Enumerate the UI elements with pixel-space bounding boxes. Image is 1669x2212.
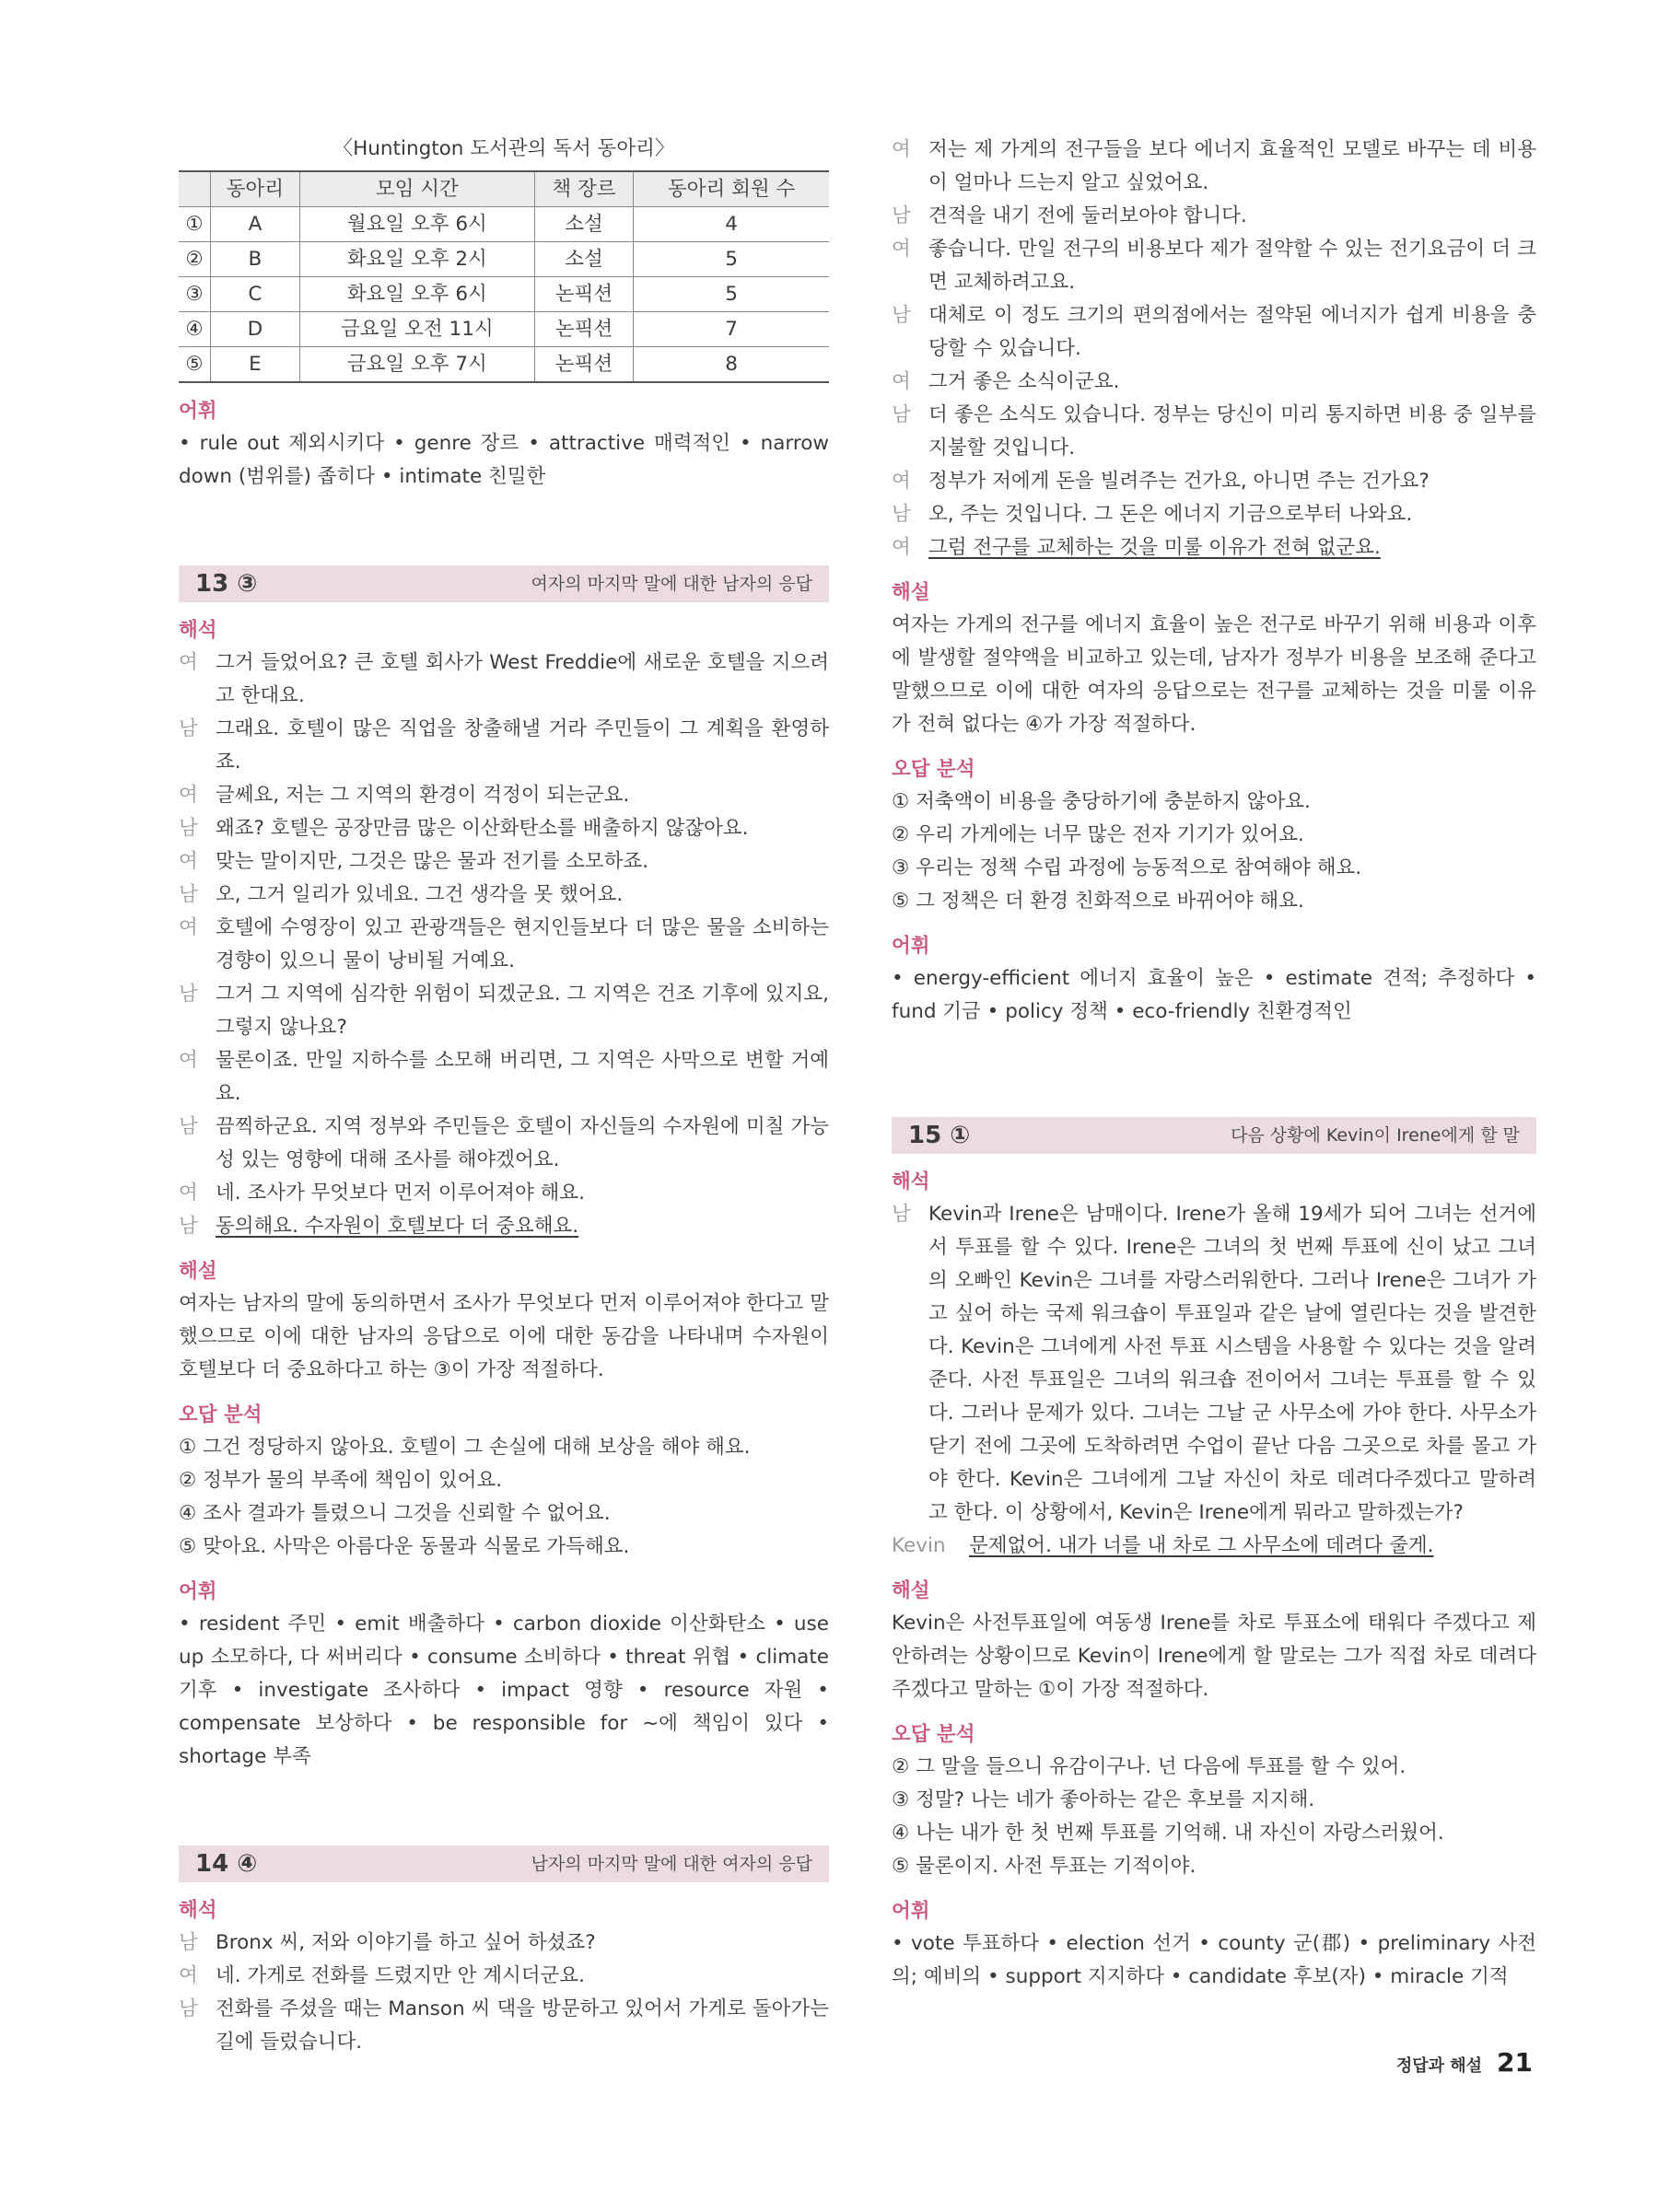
dialogue-text-wrap xyxy=(928,299,1536,366)
vocab-label: 어휘 xyxy=(892,935,930,958)
speaker: 남 xyxy=(179,983,198,1006)
dialogue-text-wrap xyxy=(216,1927,829,1960)
table-row xyxy=(179,242,829,277)
dialogue-line xyxy=(179,812,829,845)
dialogue-text-wrap xyxy=(216,845,829,879)
dialogue-line xyxy=(179,879,829,912)
speaker: 남 xyxy=(892,503,911,526)
wrong-answer-item: ① 저축액이 비용을 충당하기에 충분하지 않아요. xyxy=(892,790,1311,813)
table-cell: 금요일 오전 11시 xyxy=(299,312,534,347)
dialogue-text: 그래요. 호텔이 많은 직업을 창출해낼 거라 주민들이 그 계획을 환영하죠. xyxy=(216,717,829,774)
dialogue-text: 호텔에 수영장이 있고 관광객들은 현지인들보다 더 많은 물을 소비하는 경향이 있으니 물이 낭비될 거예요. xyxy=(216,916,829,972)
translation-label: 해석 xyxy=(892,1170,930,1193)
wrong-answer-item: ③ 정말? 나는 네가 좋아하는 같은 후보를 지지해. xyxy=(892,1788,1315,1811)
wrong-answer-item: ⑤ 물론이지. 사전 투표는 기적이야. xyxy=(892,1855,1196,1878)
wrong-answers-list xyxy=(892,1751,1536,1883)
dialogue xyxy=(179,1927,829,2059)
translation-label: 해석 xyxy=(179,619,217,642)
speaker: 여 xyxy=(179,784,198,807)
explanation-text: Kevin은 사전투표일에 여동생 Irene를 차로 투표소에 태워다 주겠다고 제안하려는 상황이므로 Kevin이 Irene에게 할 말로는 그가 직접 차로 데려다주겠다고 말하는 ①이 가장 적절하다. xyxy=(892,1612,1536,1701)
vocab-text: • vote 투표하다 • election 선거 • county 군(郡) • preliminary 사전의; 예비의 • support 지지하다 • candidate 후보(자) • miracle 기적 xyxy=(892,1932,1536,1988)
explanation-label: 해설 xyxy=(892,581,930,604)
answer-line xyxy=(892,1530,1536,1563)
table-header-cell: 동아리 xyxy=(211,171,300,207)
vocab-text: • resident 주민 • emit 배출하다 • carbon dioxide 이산화탄소 • use up 소모하다, 다 써버리다 • consume 소비하다 • threat 위협 • climate 기후 • investigate 조사하다 • impact 영향 • resource 자원 • compensate 보상하다 • be responsible for ~에 책임이 있다 • shortage 부족 xyxy=(179,1612,829,1768)
table-cell: A xyxy=(211,207,300,242)
speaker: 남 xyxy=(892,204,911,227)
dialogue-line xyxy=(179,912,829,978)
wrong-answer-item: ④ 조사 결과가 틀렸으니 그것을 신뢰할 수 없어요. xyxy=(179,1502,611,1525)
dialogue-text-wrap xyxy=(928,134,1536,200)
dialogue-line xyxy=(179,713,829,779)
speaker: 남 xyxy=(179,817,198,840)
dialogue-line xyxy=(179,1111,829,1177)
wrong-answers-label: 오답 분석 xyxy=(179,1403,263,1426)
table-cell: 논픽션 xyxy=(534,312,633,347)
table-cell: C xyxy=(211,277,300,312)
table-cell: 5 xyxy=(634,277,829,312)
dialogue-text: 맞는 말이지만, 그것은 많은 물과 전기를 소모하죠. xyxy=(216,850,649,873)
explanation-text: 여자는 가게의 전구를 에너지 효율이 높은 전구로 바꾸기 위해 비용과 이후에 발생할 절약액을 비교하고 있는데, 남자가 정부가 비용을 보조해 준다고 말했으므로 이에 대한 여자의 응답으로는 전구를 교체하는 것을 미룰 이유가 전혀 없다는 ④가 가장 적절하다. xyxy=(892,613,1536,736)
dialogue-text: 네. 가게로 전화를 드렸지만 안 계시더군요. xyxy=(216,1964,585,1987)
speaker: 남 xyxy=(892,1203,911,1226)
table-row xyxy=(179,277,829,312)
translation-label: 해석 xyxy=(179,1899,217,1922)
dialogue-line xyxy=(179,1993,829,2059)
dialogue-line xyxy=(179,978,829,1044)
speaker: Kevin xyxy=(892,1534,946,1557)
speaker: 남 xyxy=(179,883,198,906)
dialogue-text: 물론이죠. 만일 지하수를 소모해 버리면, 그 지역은 사막으로 변할 거예요. xyxy=(216,1049,829,1105)
dialogue-text-wrap xyxy=(928,233,1536,299)
footer-label: 정답과 해설 xyxy=(1395,2056,1483,2076)
dialogue xyxy=(179,646,829,1243)
speaker: 여 xyxy=(892,470,911,493)
speaker: 여 xyxy=(892,238,911,261)
dialogue-text: 왜죠? 호텔은 공장만큼 많은 이산화탄소를 배출하지 않잖아요. xyxy=(216,817,749,840)
speaker: 남 xyxy=(179,1215,198,1238)
dialogue-text: 그거 좋은 소식이군요. xyxy=(928,370,1120,393)
speaker: 여 xyxy=(892,370,911,393)
table-cell: 소설 xyxy=(534,207,633,242)
table-cell: B xyxy=(211,242,300,277)
table-cell: 월요일 오후 6시 xyxy=(299,207,534,242)
table-row xyxy=(179,207,829,242)
table-cell: 화요일 오후 6시 xyxy=(299,277,534,312)
table-cell: 논픽션 xyxy=(534,277,633,312)
table-cell: ② xyxy=(179,242,211,277)
dialogue-line xyxy=(892,134,1536,200)
question-number: 15 ① xyxy=(908,1122,971,1149)
table-cell: 5 xyxy=(634,242,829,277)
dialogue-line xyxy=(179,1044,829,1111)
dialogue-text: 대체로 이 정도 크기의 편의점에서는 절약된 에너지가 쉽게 비용을 충당할 수 있습니다. xyxy=(928,304,1536,360)
dialogue-line xyxy=(179,1927,829,1960)
table-cell: 4 xyxy=(634,207,829,242)
question-tag: 다음 상황에 Kevin이 Irene에게 할 말 xyxy=(1231,1125,1520,1146)
speaker: 남 xyxy=(179,1115,198,1138)
table-header-cell: 동아리 회원 수 xyxy=(634,171,829,207)
table-cell: ① xyxy=(179,207,211,242)
dialogue-text: 오, 그거 일리가 있네요. 그건 생각을 못 했어요. xyxy=(216,883,624,906)
dialogue-text-wrap xyxy=(216,1111,829,1177)
dialogue-line xyxy=(892,200,1536,233)
dialogue-text: 끔찍하군요. 지역 정부와 주민들은 호텔이 자신들의 수자원에 미칠 가능성 있는 영향에 대해 조사를 해야겠어요. xyxy=(216,1115,829,1171)
dialogue-text-wrap xyxy=(928,399,1536,465)
dialogue-text-wrap xyxy=(928,366,1536,399)
dialogue-line xyxy=(892,233,1536,299)
table-cell: 8 xyxy=(634,347,829,383)
table-cell: 소설 xyxy=(534,242,633,277)
speaker: 여 xyxy=(179,651,198,674)
left-column xyxy=(179,134,829,2059)
dialogue-text: 동의해요. 수자원이 호텔보다 더 중요해요. xyxy=(216,1215,579,1238)
dialogue-line xyxy=(179,646,829,713)
table-cell: D xyxy=(211,312,300,347)
wrong-answers-label: 오답 분석 xyxy=(892,1723,975,1746)
table-cell: 7 xyxy=(634,312,829,347)
table-header-cell: 모임 시간 xyxy=(299,171,534,207)
explanation-label: 해설 xyxy=(179,1260,217,1283)
dialogue-text: 그거 들었어요? 큰 호텔 회사가 West Freddie에 새로운 호텔을 지으려고 한대요. xyxy=(216,651,829,707)
speaker: 남 xyxy=(179,1997,198,2020)
dialogue-text: Bronx 씨, 저와 이야기를 하고 싶어 하셨죠? xyxy=(216,1931,596,1954)
vocab-text: • energy-efficient 에너지 효율이 높은 • estimate 견적; 추정하다 • fund 기금 • policy 정책 • eco-friendly 친환경적인 xyxy=(892,967,1536,1023)
dialogue-text: 오, 주는 것입니다. 그 돈은 에너지 기금으로부터 나와요. xyxy=(928,503,1413,526)
speaker: 남 xyxy=(179,1931,198,1954)
wrong-answer-item: ⑤ 맞아요. 사막은 아름다운 동물과 식물로 가득해요. xyxy=(179,1535,630,1558)
speaker: 여 xyxy=(179,1049,198,1072)
dialogue-text-wrap xyxy=(216,1044,829,1111)
table-row xyxy=(179,347,829,383)
narration-text: Kevin과 Irene은 남매이다. Irene가 올해 19세가 되어 그녀는 선거에서 투표를 할 수 있다. Irene은 그녀의 첫 번째 투표에 신이 났고 그녀의 오빠인 Kevin은 그녀를 자랑스러워한다. 그러나 Irene은 그녀가 가고 싶어 하는 국제 워크숍이 투표일과 같은 날에 열린다는 것을 발견한다. Kevin은 그녀에게 사전 투표 시스템을 사용할 수 있다는 것을 알려 준다. 사전 투표일은 그녀의 워크숍 전이어서 그녀는 투표를 할 수 있다. 그러나 문제가 있다. 그녀는 그날 군 사무소에 가야 한다. 사무소가 닫기 전에 그곳에 도착하려면 수업이 끝난 다음 그곳으로 차를 몰고 가야 한다. Kevin은 그녀에게 그날 자신이 차로 데려다주겠다고 말하려고 한다. 이 상황에서, Kevin은 Irene에게 뭐라고 말하겠는가? xyxy=(928,1203,1536,1524)
table-cell: ④ xyxy=(179,312,211,347)
question-number: 13 ③ xyxy=(195,570,258,598)
question-number: 14 ④ xyxy=(195,1850,258,1878)
speaker: 여 xyxy=(892,138,911,161)
page-number: 21 xyxy=(1497,2047,1533,2078)
question-tag: 남자의 마지막 말에 대한 여자의 응답 xyxy=(531,1854,812,1874)
dialogue-text-wrap xyxy=(216,879,829,912)
dialogue-line xyxy=(892,465,1536,498)
dialogue-text-wrap xyxy=(216,1960,829,1993)
dialogue-text: 그럼 전구를 교체하는 것을 미룰 이유가 전혀 없군요. xyxy=(928,536,1381,559)
dialogue-text: 네. 조사가 무엇보다 먼저 이루어져야 해요. xyxy=(216,1182,585,1205)
dialogue-line xyxy=(892,531,1536,565)
question-13-header xyxy=(179,565,829,602)
dialogue-text-wrap xyxy=(216,1993,829,2059)
wrong-answers-list xyxy=(892,786,1536,918)
speaker: 여 xyxy=(179,916,198,939)
vocab-label: 어휘 xyxy=(179,400,217,423)
wrong-answer-item: ③ 우리는 정책 수립 과정에 능동적으로 참여해야 해요. xyxy=(892,856,1362,879)
explanation-label: 해설 xyxy=(892,1579,930,1602)
dialogue-text: 정부가 저에게 돈을 빌려주는 건가요, 아니면 주는 건가요? xyxy=(928,470,1430,493)
speaker: 여 xyxy=(892,536,911,559)
dialogue-text-wrap xyxy=(216,1210,829,1243)
table-cell: ③ xyxy=(179,277,211,312)
wrong-answer-item: ② 우리 가게에는 너무 많은 전자 기기가 있어요. xyxy=(892,823,1304,846)
table-title: 〈Huntington 도서관의 독서 동아리〉 xyxy=(333,137,675,160)
dialogue-text: 견적을 내기 전에 둘러보아야 합니다. xyxy=(928,204,1247,227)
wrong-answer-item: ② 정부가 물의 부족에 책임이 있어요. xyxy=(179,1469,503,1492)
dialogue-line xyxy=(179,845,829,879)
vocab-label: 어휘 xyxy=(892,1900,930,1923)
answer-text: 문제없어. 내가 너를 내 차로 그 사무소에 데려다 줄게. xyxy=(969,1534,1434,1557)
dialogue-line xyxy=(179,1177,829,1210)
table-cell: E xyxy=(211,347,300,383)
dialogue-text: 그거 그 지역에 심각한 위험이 되겠군요. 그 지역은 건조 기후에 있지요, 그렇지 않나요? xyxy=(216,983,829,1039)
dialogue xyxy=(892,134,1536,565)
narration xyxy=(892,1198,1536,1530)
question-tag: 여자의 마지막 말에 대한 남자의 응답 xyxy=(531,574,812,594)
table-cell: 화요일 오후 2시 xyxy=(299,242,534,277)
dialogue-text: 전화를 주셨을 때는 Manson 씨 댁을 방문하고 있어서 가게로 돌아가는 길에 들렀습니다. xyxy=(216,1997,829,2054)
dialogue-text: 더 좋은 소식도 있습니다. 정부는 당신이 미리 통지하면 비용 중 일부를 지불할 것입니다. xyxy=(928,403,1536,460)
dialogue-line xyxy=(892,299,1536,366)
dialogue-text: 저는 제 가게의 전구들을 보다 에너지 효율적인 모델로 바꾸는 데 비용이 얼마나 드는지 알고 싶었어요. xyxy=(928,138,1536,194)
dialogue-text-wrap xyxy=(928,465,1536,498)
dialogue-text-wrap xyxy=(216,646,829,713)
speaker: 남 xyxy=(892,403,911,426)
wrong-answers-label: 오답 분석 xyxy=(892,758,975,781)
speaker: 여 xyxy=(179,1182,198,1205)
dialogue-text: 좋습니다. 만일 전구의 비용보다 제가 절약할 수 있는 전기요금이 더 크면 교체하려고요. xyxy=(928,238,1536,294)
dialogue-text-wrap xyxy=(216,978,829,1044)
dialogue-text-wrap xyxy=(216,812,829,845)
dialogue-text-wrap xyxy=(216,779,829,812)
speaker: 여 xyxy=(179,850,198,873)
wrong-answer-item: ② 그 말을 들으니 유감이구나. 넌 다음에 투표를 할 수 있어. xyxy=(892,1755,1406,1778)
wrong-answer-item: ④ 나는 내가 한 첫 번째 투표를 기억해. 내 자신이 자랑스러웠어. xyxy=(892,1822,1444,1845)
explanation-text: 여자는 남자의 말에 동의하면서 조사가 무엇보다 먼저 이루어져야 한다고 말했으므로 이에 대한 남자의 응답으로 이에 대한 동감을 나타내며 수자원이 호텔보다 더 중요하다고 하는 ③이 가장 적절하다. xyxy=(179,1292,829,1381)
club-table xyxy=(179,170,829,383)
question-15-header xyxy=(892,1117,1536,1154)
dialogue-line xyxy=(179,1960,829,1993)
table-row xyxy=(179,312,829,347)
wrong-answers-list xyxy=(179,1431,829,1564)
dialogue-line xyxy=(892,399,1536,465)
wrong-answer-item: ⑤ 그 정책은 더 환경 친화적으로 바뀌어야 해요. xyxy=(892,890,1304,913)
dialogue-text-wrap xyxy=(928,498,1536,531)
vocab-label: 어휘 xyxy=(179,1580,217,1603)
table-cell: 논픽션 xyxy=(534,347,633,383)
page-footer xyxy=(1396,2046,1533,2083)
table-cell: ⑤ xyxy=(179,347,211,383)
speaker: 남 xyxy=(179,717,198,740)
wrong-answer-item: ① 그건 정당하지 않아요. 호텔이 그 손실에 대해 보상을 해야 해요. xyxy=(179,1436,751,1459)
speaker: 여 xyxy=(179,1964,198,1987)
vocab-text: • rule out 제외시키다 • genre 장르 • attractive 매력적인 • narrow down (범위를) 좁히다 • intimate 친밀한 xyxy=(179,432,829,488)
table-header-cell xyxy=(179,171,211,207)
dialogue-text-wrap xyxy=(216,912,829,978)
table-header-cell: 책 장르 xyxy=(534,171,633,207)
dialogue-line xyxy=(179,779,829,812)
speaker: 남 xyxy=(892,304,911,327)
question-14-header xyxy=(179,1845,829,1882)
dialogue-line xyxy=(892,366,1536,399)
dialogue-line xyxy=(179,1210,829,1243)
dialogue-text-wrap xyxy=(928,531,1536,565)
dialogue-text-wrap xyxy=(928,200,1536,233)
right-column xyxy=(892,134,1536,1994)
dialogue-text-wrap xyxy=(216,1177,829,1210)
dialogue-text: 글쎄요, 저는 그 지역의 환경이 걱정이 되는군요. xyxy=(216,784,630,807)
dialogue-text-wrap xyxy=(216,713,829,779)
dialogue-line xyxy=(892,498,1536,531)
table-cell: 금요일 오후 7시 xyxy=(299,347,534,383)
